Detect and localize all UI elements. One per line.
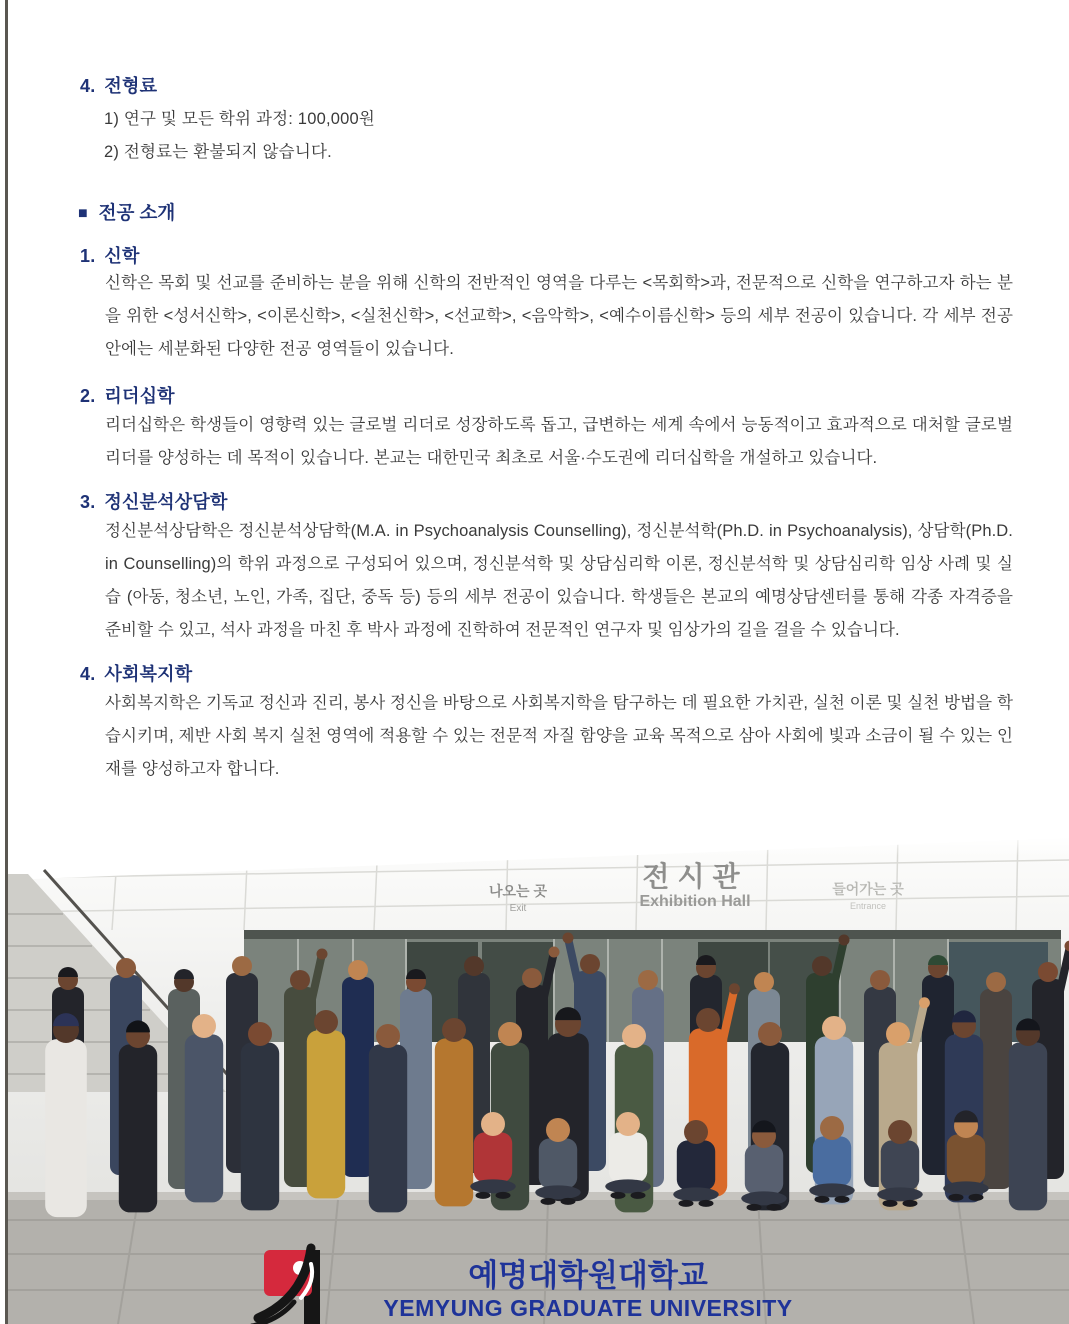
- fees-heading: [80, 72, 157, 98]
- exit-sign-en: Exit: [509, 903, 527, 914]
- major-2-body: 리더십학은 학생들이 영향력 있는 글로벌 리더로 성장하도록 돕고, 급변하는 세계 속에서 능동적이고 효과적으로 대처할 글로벌 리더를 양성하는 데 목적이 있습니다. 본교는 대한민국 최초로 서울·수도권에 리더십학을 개설하고 있습니다.: [105, 415, 1013, 467]
- person-figure: [369, 1024, 407, 1212]
- group-photo-illustration: [8, 834, 1069, 1324]
- major-3-number: 3.: [80, 492, 96, 512]
- fees-heading-number: 4.: [80, 76, 96, 96]
- university-name-korean: 예명대학원대학교: [468, 1258, 708, 1293]
- exhibition-hall-sign-ko: 전시관: [642, 861, 748, 892]
- majors-section-title: 전공 소개: [98, 201, 176, 223]
- fee-item-1: 1) 연구 및 모든 학위 과정: 100,000원: [104, 109, 375, 128]
- major-4-title: 사회복지학: [104, 664, 193, 684]
- fee-item-2: 2) 전형료는 환불되지 않습니다.: [104, 142, 332, 161]
- entrance-sign-ko: 들어가는 곳: [832, 881, 904, 897]
- person-figure: [307, 1010, 345, 1198]
- major-3-body: 정신분석상담학은 정신분석상담학(M.A. in Psychoanalysis Counselling), 정신분석학(Ph.D. in Psychoanalysis), 상담학(Ph.D. in Counselling)의 학위 과정으로 구성되어 있으며, 정신분석학 및 상담심리학 이론, 정신분석학 및 상담심리학 임상 사례 및 실습 (아동, 청소년, 노인, 가족, 집단, 중독 등) 등의 세부 전공이 있습니다. 학생들은 본교의 예명상담센터를 통해 각종 자격증을 준비할 수 있고, 석사 과정을 마친 후 박사 과정에 진학하여 전문적인 연구자 및 임상가의 길을 걸을 수 있습니다.: [105, 521, 1013, 639]
- person-figure: [435, 1018, 473, 1206]
- major-3-title: 정신분석상담학: [104, 492, 228, 512]
- major-1-heading: [80, 242, 140, 268]
- exit-sign-ko: 나오는 곳: [489, 883, 547, 899]
- major-4-number: 4.: [80, 664, 96, 684]
- major-2-heading: [80, 382, 175, 408]
- fees-heading-title: 전형료: [104, 76, 158, 96]
- university-name-english: YEMYUNG GRADUATE UNIVERSITY: [383, 1295, 793, 1321]
- major-1-number: 1.: [80, 246, 96, 266]
- major-2-number: 2.: [80, 386, 96, 406]
- person-figure: [185, 1014, 223, 1202]
- exhibition-hall-sign-en: Exhibition Hall: [639, 893, 751, 910]
- major-4-heading: [80, 660, 192, 686]
- person-figure: [45, 1013, 87, 1217]
- person-figure: [241, 1022, 279, 1210]
- square-bullet-icon: ■: [78, 204, 88, 222]
- major-1-title: 신학: [104, 246, 140, 266]
- person-figure: [1009, 1018, 1047, 1210]
- major-1-body: 신학은 목회 및 선교를 준비하는 분을 위해 신학의 전반적인 영역을 다루는 <목회학>과, 전문적으로 신학을 연구하고자 하는 분을 위한 <성서신학>, <이론신학>, <실천신학>, <선교학>, <음악학>, <예수이름신학> 등의 세부 전공이 있습니다. 각 세부 전공 안에는 세분화된 다양한 전공 영역들이 있습니다.: [105, 273, 1013, 358]
- major-3-heading: [80, 488, 228, 514]
- entrance-sign-en: Entrance: [849, 901, 887, 911]
- major-2-title: 리더십학: [104, 386, 175, 406]
- person-figure: [119, 1020, 157, 1212]
- majors-section-header: [78, 199, 175, 225]
- major-4-body: 사회복지학은 기독교 정신과 진리, 봉사 정신을 바탕으로 사회복지학을 탐구하는 데 필요한 가치관, 실천 이론 및 실천 방법을 학습시키며, 제반 사회 복지 실천 영역에 적용할 수 있는 전문적 자질 함양을 교육 목적으로 삼아 사회에 빛과 소금이 될 수 있는 인재를 양성하고자 합니다.: [105, 693, 1013, 778]
- group-photo: [8, 834, 1069, 1324]
